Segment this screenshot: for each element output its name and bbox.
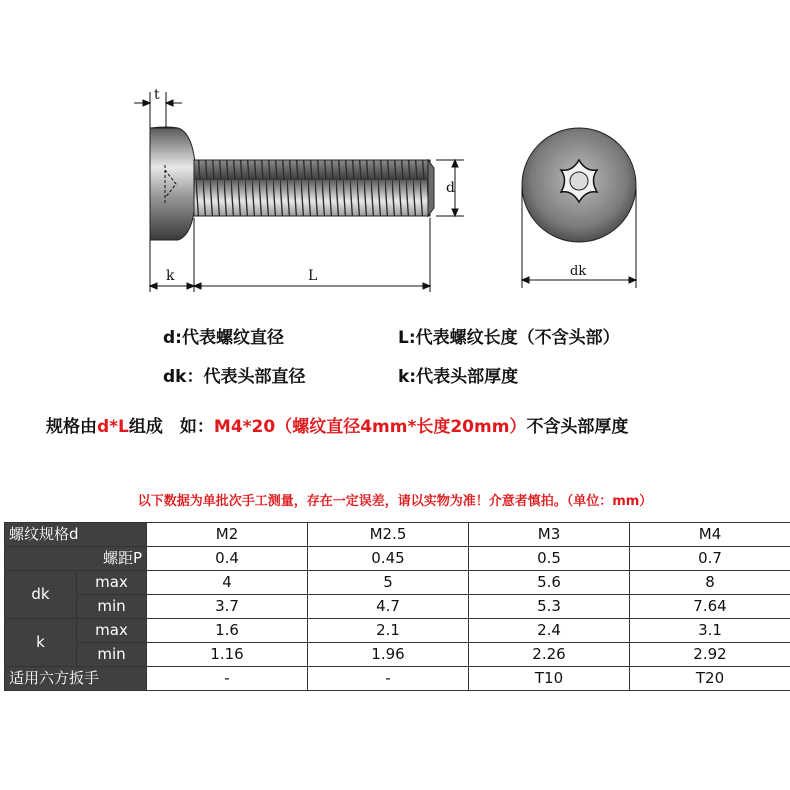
measurement-notice: 以下数据为单批次手工测量，存在一定误差，请以实物为准！介意者慎拍。（单位：mm） <box>137 494 653 509</box>
dk-min-cell: 3.7 <box>147 595 308 619</box>
pitch-cell: 0.45 <box>308 547 469 571</box>
pitch-cell: 0.7 <box>630 547 790 571</box>
k-min-cell: 2.26 <box>469 643 630 667</box>
pitch-cell: 0.5 <box>469 547 630 571</box>
table-row <box>5 571 790 595</box>
k-min-cell: 1.96 <box>308 643 469 667</box>
label-t: t <box>154 87 160 103</box>
wrench-label: 适用六方扳手 <box>5 667 147 691</box>
spec-table <box>4 522 790 691</box>
thread-spec-label: 螺纹规格d <box>5 523 147 547</box>
label-k: k <box>166 268 175 284</box>
spec-formula: d*L <box>97 417 129 437</box>
screw-technical-drawing <box>0 0 790 310</box>
wrench-cell: T10 <box>469 667 630 691</box>
table-row <box>5 595 790 619</box>
dk-max-cell: 5.6 <box>469 571 630 595</box>
k-max-cell: 2.1 <box>308 619 469 643</box>
k-label: k <box>5 619 77 667</box>
size-cell: M4 <box>630 523 790 547</box>
table-row <box>5 547 790 571</box>
dk-max-cell: 8 <box>630 571 790 595</box>
screw-side-view <box>150 127 434 240</box>
spec-example: M4*20（螺纹直径4mm*长度20mm） <box>213 417 527 437</box>
label-L: L <box>308 268 318 284</box>
spec-suffix: 不含头部厚度 <box>526 417 629 437</box>
label-dk: dk <box>570 264 587 279</box>
table-row <box>5 619 790 643</box>
dk-label: dk <box>5 571 77 619</box>
size-cell: M3 <box>469 523 630 547</box>
k-min-cell: 2.92 <box>630 643 790 667</box>
k-max-cell: 3.1 <box>630 619 790 643</box>
legend-k: k:代表头部厚度 <box>398 367 519 387</box>
dk-max-label: max <box>77 571 147 595</box>
wrench-cell: - <box>147 667 308 691</box>
table-row <box>5 643 790 667</box>
k-max-cell: 1.6 <box>147 619 308 643</box>
table-row <box>5 667 790 691</box>
k-max-cell: 2.4 <box>469 619 630 643</box>
spec-middle: 组成 如： <box>128 417 214 437</box>
k-min-label: min <box>77 643 147 667</box>
legend-dk: dk：代表头部直径 <box>163 367 306 387</box>
size-cell: M2.5 <box>308 523 469 547</box>
size-cell: M2 <box>147 523 308 547</box>
legend-L: L:代表螺纹长度（不含头部） <box>398 328 620 348</box>
dk-max-cell: 4 <box>147 571 308 595</box>
table-row <box>5 523 790 547</box>
wrench-cell: - <box>308 667 469 691</box>
dk-min-label: min <box>77 595 147 619</box>
dk-max-cell: 5 <box>308 571 469 595</box>
wrench-cell: T20 <box>630 667 790 691</box>
pitch-label: 螺距P <box>5 547 147 571</box>
spec-prefix: 规格由 <box>46 417 97 437</box>
screw-front-view <box>522 128 636 242</box>
k-min-cell: 1.16 <box>147 643 308 667</box>
spec-description <box>46 412 628 437</box>
pitch-cell: 0.4 <box>147 547 308 571</box>
dk-min-cell: 5.3 <box>469 595 630 619</box>
label-d: d <box>446 180 455 196</box>
legend-d: d:代表螺纹直径 <box>163 328 284 348</box>
k-max-label: max <box>77 619 147 643</box>
dk-min-cell: 7.64 <box>630 595 790 619</box>
dk-min-cell: 4.7 <box>308 595 469 619</box>
